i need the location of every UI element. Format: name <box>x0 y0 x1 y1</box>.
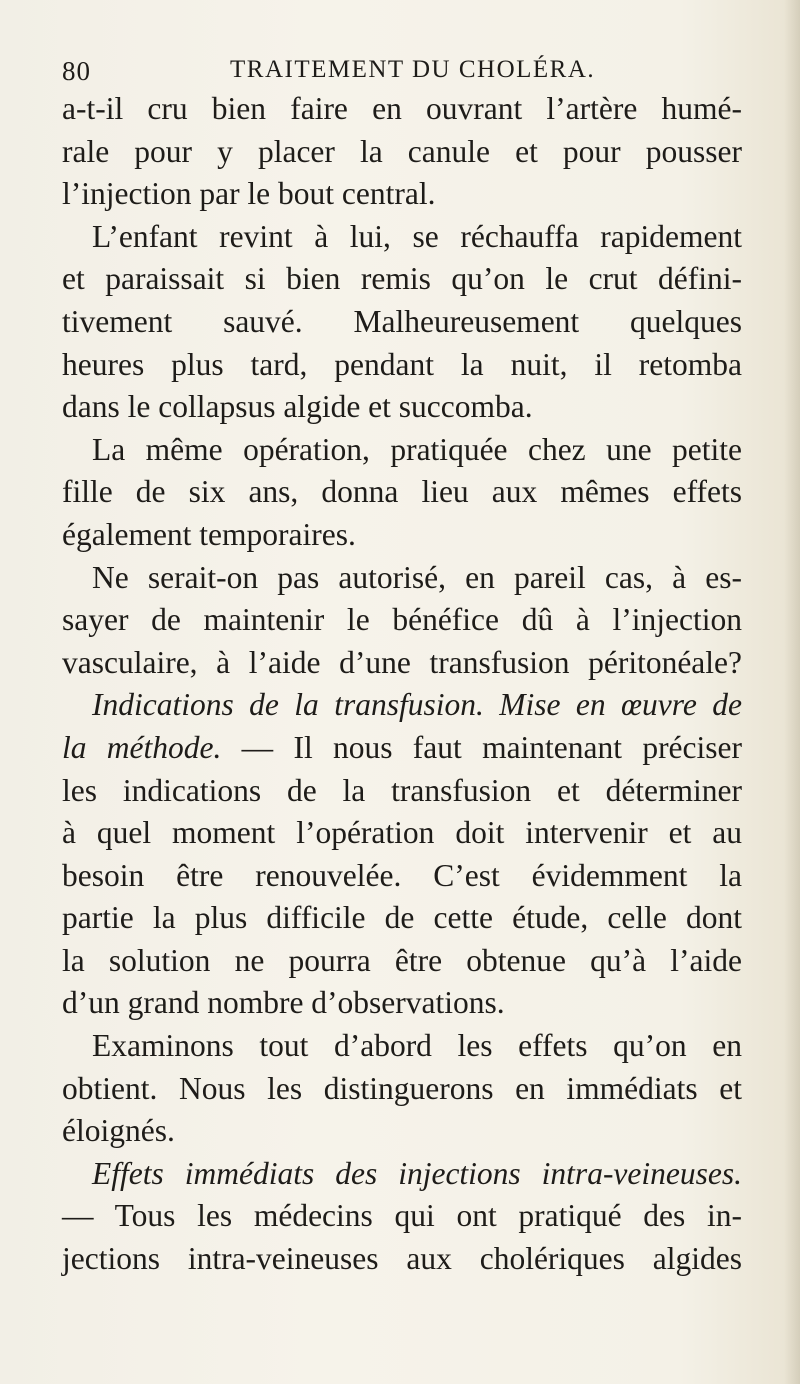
section-heading: Effets immédiats des injections intra-veineuses. <box>92 1155 742 1191</box>
text-line: sayer de maintenir le bénéfice dû à l’injection <box>62 602 742 638</box>
page-number: 80 <box>62 56 91 86</box>
text-line: obtient. Nous les distinguerons en immédiats et <box>62 1070 742 1106</box>
text-line: L’enfant revint à lui, se réchauffa rapidement <box>92 218 742 254</box>
text-line: l’injection par le bout central. <box>62 176 436 212</box>
text-line: et paraissait si bien remis qu’on le crut défini- <box>62 261 742 297</box>
text-line <box>62 727 742 770</box>
text-line: partie la plus difficile de cette étude, celle dont <box>62 900 742 936</box>
text-line: la solution ne pourra être obtenue qu’à l’aide <box>62 942 742 978</box>
text-line: d’un grand nombre d’observations. <box>62 985 505 1021</box>
text-line: également temporaires. <box>62 516 356 552</box>
text-line: — Tous les médecins qui ont pratiqué des in- <box>62 1198 742 1234</box>
text-line: Ne serait-on pas autorisé, en pareil cas, à es- <box>92 559 742 595</box>
text-line: fille de six ans, donna lieu aux mêmes effets <box>62 474 742 510</box>
section-heading: Indications de la transfusion. Mise en œuvre de <box>92 687 742 723</box>
text-line: vasculaire, à l’aide d’une transfusion péritonéale? <box>62 644 742 680</box>
body-text <box>62 88 742 1281</box>
text-line: à quel moment l’opération doit intervenir et au <box>62 815 742 851</box>
text-line: éloignés. <box>62 1113 175 1149</box>
text-line: les indications de la transfusion et déterminer <box>62 772 742 808</box>
page-edge-shadow <box>784 0 800 1384</box>
text-line: a-t-il cru bien faire en ouvrant l’artère humé- <box>62 91 742 126</box>
section-heading-continued: la méthode. <box>62 729 222 765</box>
text-run: — Il nous faut maintenant préciser <box>221 729 743 765</box>
running-title: TRAITEMENT DU CHOLÉRA. <box>230 56 596 83</box>
text-line: besoin être renouvelée. C’est évidemment la <box>62 857 742 893</box>
text-line: jections intra-veineuses aux cholériques algides <box>62 1241 742 1277</box>
text-line: dans le collapsus algide et succomba. <box>62 389 533 425</box>
text-line: tivement sauvé. Malheureusement quelques <box>62 303 742 339</box>
text-line: rale pour y placer la canule et pour pousser <box>62 133 742 169</box>
text-line: heures plus tard, pendant la nuit, il retomba <box>62 346 742 382</box>
text-line: La même opération, pratiquée chez une petite <box>92 431 742 467</box>
text-line: Examinons tout d’abord les effets qu’on en <box>92 1028 742 1064</box>
